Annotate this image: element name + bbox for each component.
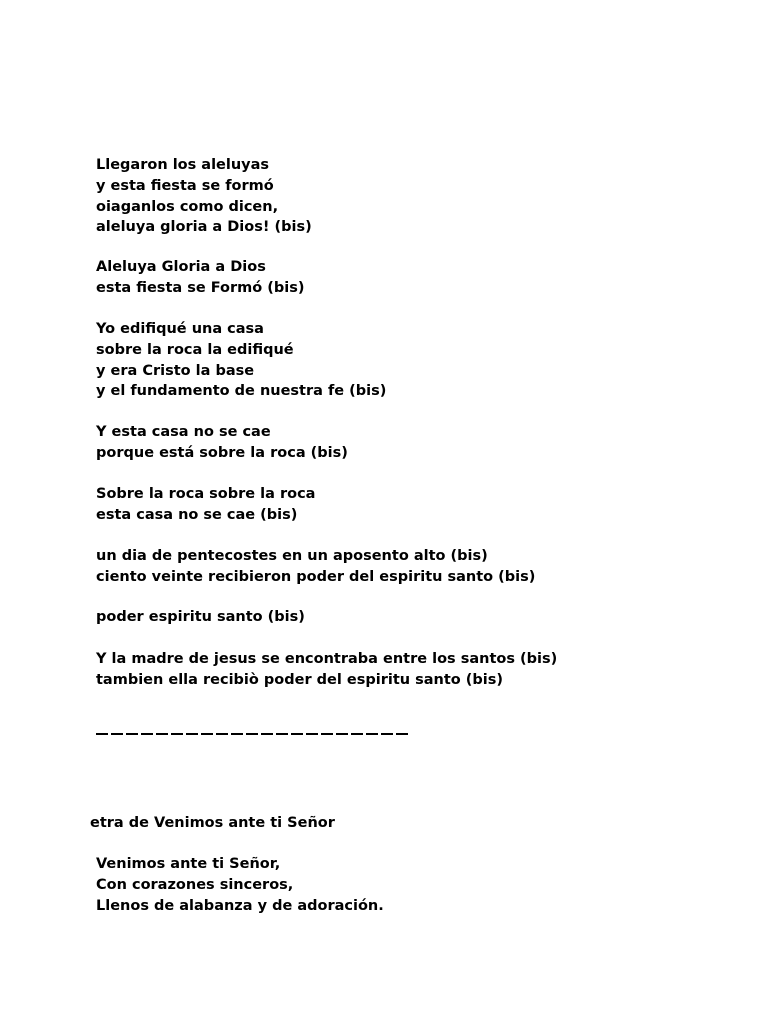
lyric-line: Venimos ante ti Señor, (96, 856, 281, 872)
lyric-line: y el fundamento de nuestra fe (bis) (96, 383, 387, 400)
stanza-4 (96, 422, 348, 464)
stanza-2 (96, 257, 305, 299)
stanza-7 (96, 607, 305, 628)
stanza-5 (96, 484, 315, 526)
lyric-line: esta casa no se cae (bis) (96, 506, 298, 523)
lyric-line: tambien ella recibiò poder del espiritu santo (bis) (96, 671, 504, 688)
lyric-line: Sobre la roca sobre la roca (96, 486, 316, 502)
lyric-line: y era Cristo la base (96, 362, 255, 379)
stanza-6 (96, 546, 535, 588)
lyric-line: Y la madre de jesus se encontraba entre los santos (bis) (96, 651, 558, 667)
dashed-separator (96, 733, 410, 735)
lyric-line: Con corazones sinceros, (96, 876, 294, 893)
lyric-line: poder espiritu santo (bis) (96, 609, 305, 625)
lyric-line: esta fiesta se Formó (bis) (96, 279, 305, 296)
lyric-line: un dia de pentecostes en un aposento alto (bis) (96, 548, 488, 564)
lyric-line: Yo edifiqué una casa (96, 321, 264, 337)
lyric-line: Llenos de alabanza y de adoración. (96, 897, 384, 914)
second-song-stanza (96, 854, 384, 916)
lyric-line: Y esta casa no se cae (96, 424, 271, 440)
stanza-8 (96, 649, 557, 691)
lyric-line: Llegaron los aleluyas (96, 157, 270, 173)
stanza-3 (96, 319, 386, 402)
lyric-line: Aleluya Gloria a Dios (96, 259, 266, 275)
lyric-line: y esta fiesta se formó (96, 177, 274, 194)
lyric-line: porque está sobre la roca (bis) (96, 444, 348, 461)
lyric-line: aleluya gloria a Dios! (bis) (96, 219, 312, 236)
lyric-line: sobre la roca la edifiqué (96, 341, 294, 358)
lyric-line: oiaganlos como dicen, (96, 198, 279, 215)
stanza-1 (96, 155, 312, 238)
lyric-line: ciento veinte recibieron poder del espiritu santo (bis) (96, 568, 536, 585)
second-song-title: etra de Venimos ante ti Señor (90, 815, 335, 831)
